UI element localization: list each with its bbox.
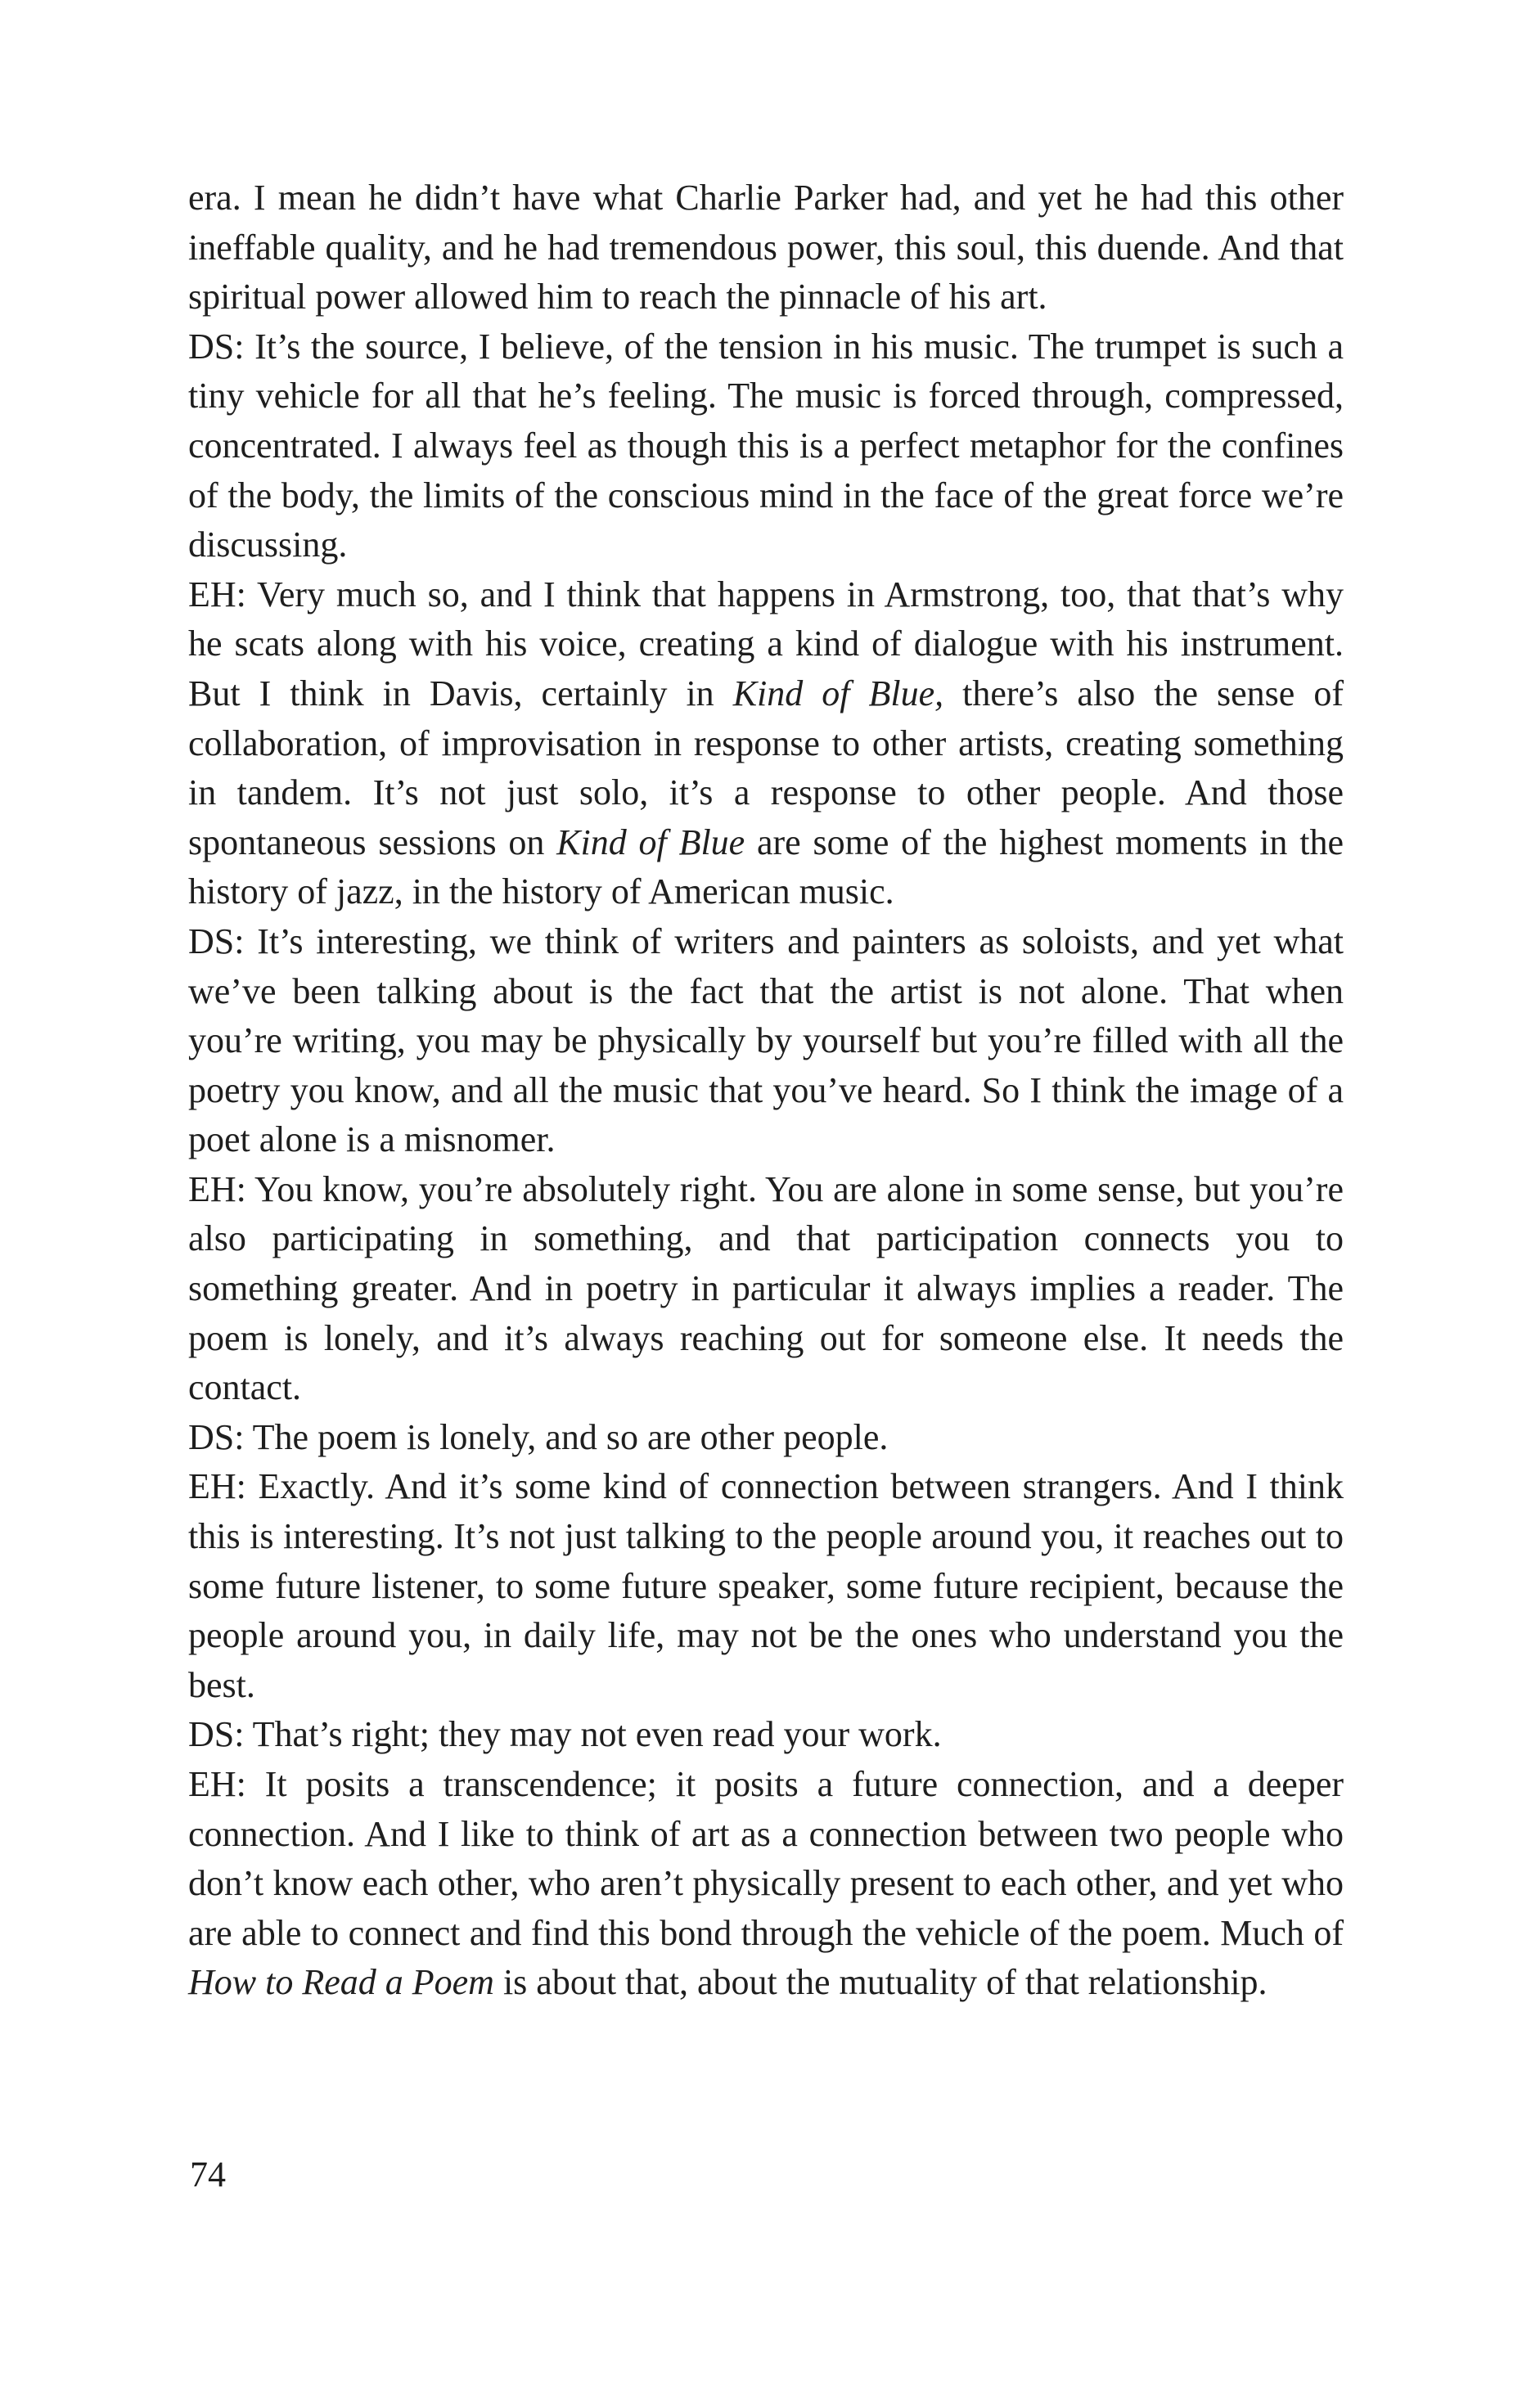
text-run: EH: Exactly. And it’s some kind of connection between strangers. And I think this is interesting. It’s not just talking to the people around you, it reaches out to some future listener, to some future speaker, some future recipient, because the people around you, in daily life, may not be the ones who understand you the best. <box>188 1466 1344 1705</box>
body-text <box>188 173 1344 2008</box>
italic-title: Kind of Blue, <box>732 673 944 713</box>
paragraph <box>188 1462 1344 1710</box>
paragraph <box>188 173 1344 322</box>
paragraph <box>188 1413 1344 1463</box>
paragraph <box>188 322 1344 570</box>
page-number: 74 <box>190 2154 226 2194</box>
paragraph <box>188 1760 1344 2008</box>
text-run: DS: It’s the source, I believe, of the tension in his music. The trumpet is such a tiny vehicle for all that he’s feeling. The music is forced through, compressed, concentrated. I always feel as though this is a perfect metaphor for the confines of the body, the limits of the conscious mind in the face of the great force we’re discussing. <box>188 326 1344 565</box>
text-run: EH: You know, you’re absolutely right. You are alone in some sense, but you’re also participating in something, and that participation connects you to something greater. And in poetry in particular it always implies a reader. The poem is lonely, and it’s always reaching out for someone else. It needs the contact. <box>188 1168 1344 1408</box>
text-run: DS: That’s right; they may not even read your work. <box>188 1714 942 1755</box>
text-run: DS: The poem is lonely, and so are other people. <box>188 1416 889 1457</box>
text-run: EH: Very much so, and I think that happens in Armstrong, too, that that’s why he scats along with his voice, creating a kind of dialogue with his instrument. But I think in Davis, certainly in <box>188 574 1344 713</box>
text-run: there’s also the sense of collaboration, of improvisation in response to other artists, creating something in tandem. It’s not just solo, it’s a response to other people. And those spontaneous sessions on <box>188 673 1344 862</box>
text-run: is about that, about the mutuality of that relationship. <box>493 1962 1268 2003</box>
paragraph <box>188 1165 1344 1413</box>
text-run: era. I mean he didn’t have what Charlie Parker had, and yet he had this other ineffable quality, and he had tremendous power, this soul, this duende. And that spiritual power allowed him to reach the pinnacle of his art. <box>188 178 1344 317</box>
italic-title: How to Read a Poem <box>188 1962 494 2003</box>
paragraph <box>188 917 1344 1165</box>
italic-title: Kind of Blue <box>556 821 745 862</box>
text-run: DS: It’s interesting, we think of writers and painters as soloists, and yet what we’ve been talking about is the fact that the artist is not alone. That when you’re writing, you may be physically by yourself but you’re filled with all the poetry you know, and all the music that you’ve heard. So I think the image of a poet alone is a misnomer. <box>188 920 1344 1160</box>
paragraph <box>188 1710 1344 1760</box>
paragraph <box>188 570 1344 917</box>
text-run: EH: It posits a transcendence; it posits a future connection, and a deeper connection. And I like to think of art as a connection between two people who don’t know each other, who aren’t physically present to each other, and yet who are able to connect and find this bond through the vehicle of the poem. Much of <box>188 1764 1344 1953</box>
text-run: are some of the highest moments in the history of jazz, in the history of American music. <box>188 821 1344 912</box>
